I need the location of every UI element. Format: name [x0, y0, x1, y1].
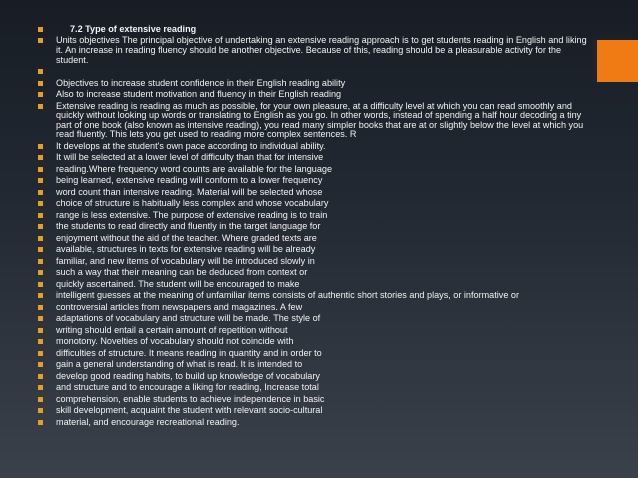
list-item — [38, 211, 590, 221]
list-item-text: It develops at the student's own pace according to individual ability. — [56, 140, 326, 151]
bullet-square-icon — [38, 293, 43, 298]
list-item-text: difficulties of structure. It means reading in quantity and in order to — [56, 347, 322, 358]
list-item — [38, 90, 590, 100]
list-item-empty — [38, 67, 590, 77]
bullet-square-icon — [38, 316, 43, 321]
list-item-text: word count than intensive reading. Material will be selected whose — [56, 186, 323, 197]
list-item — [38, 349, 590, 359]
bullet-square-icon — [38, 104, 43, 109]
list-item-text: It will be selected at a lower level of difficulty than that for intensive — [56, 152, 324, 163]
bullet-square-icon — [38, 190, 43, 195]
bullet-list — [38, 25, 590, 427]
list-item — [38, 314, 590, 324]
list-item-text: skill development, acquaint the student with relevant socio-cultural — [56, 405, 323, 416]
list-item-text: adaptations of vocabulary and structure will be made. The style of — [56, 313, 321, 324]
list-item-text: choice of structure is habitually less complex and whose vocabulary — [56, 198, 329, 209]
list-item — [38, 222, 590, 232]
bullet-square-icon — [38, 167, 43, 172]
list-item-text: such a way that their meaning can be deduced from context or — [56, 267, 308, 278]
bullet-square-icon — [38, 236, 43, 241]
list-item — [38, 257, 590, 267]
list-item — [38, 395, 590, 405]
bullet-square-icon — [38, 178, 43, 183]
list-item — [38, 291, 590, 301]
list-item — [38, 303, 590, 313]
list-item — [38, 36, 590, 65]
list-item — [38, 337, 590, 347]
list-item-text: enjoyment without the aid of the teacher. Where graded texts are — [56, 232, 317, 243]
bullet-square-icon — [38, 201, 43, 206]
list-item-text: being learned, extensive reading will conform to a lower frequency — [56, 175, 323, 186]
bullet-square-icon — [38, 351, 43, 356]
slide-title: 7.2 Type of extensive reading — [70, 24, 197, 34]
orange-accent-block — [593, 40, 638, 82]
list-item-text: available, structures in texts for extensive reading will be already — [56, 244, 316, 255]
bullet-square-icon — [38, 259, 43, 264]
list-item — [38, 176, 590, 186]
list-item — [38, 245, 590, 255]
list-item-text: develop good reading habits, to build up knowledge of vocabulary — [56, 370, 320, 381]
bullet-square-icon — [38, 420, 43, 425]
list-item — [38, 153, 590, 163]
list-item — [38, 142, 590, 152]
list-item — [38, 372, 590, 382]
list-item-text: intelligent guesses at the meaning of unfamiliar items consists of authentic short stories and plays, or informative or — [56, 290, 519, 301]
list-item — [38, 268, 590, 278]
list-item — [38, 79, 590, 89]
list-item-text: Extensive reading is reading as much as possible, for your own pleasure, at a difficulty level at which you can read smoothly and quickly without looking up words or translating to English as you go. In other words, instead of spending a half hour decoding a tiny part of one book (also known as intensive reading), you read many simpler books that are at or slightly below the level at which you read fluently. This lets you get used to reading more complex sentences. R — [56, 100, 584, 140]
list-item — [38, 165, 590, 175]
list-item — [38, 234, 590, 244]
bullet-square-icon — [38, 155, 43, 160]
list-item-text: writing should entail a certain amount of repetition without — [56, 324, 288, 335]
list-item — [38, 280, 590, 290]
list-item-text: controversial articles from newspapers and magazines. A few — [56, 301, 303, 312]
bullet-square-icon — [38, 144, 43, 149]
list-item — [38, 199, 590, 209]
slide-title-item — [38, 25, 590, 35]
list-item — [38, 102, 590, 140]
bullet-square-icon — [38, 408, 43, 413]
list-item-text: Also to increase student motivation and fluency in their English reading — [56, 89, 342, 100]
bullet-square-icon — [38, 38, 43, 43]
list-item-text: familiar, and new items of vocabulary will be introduced slowly in — [56, 255, 315, 266]
list-item-text: and structure and to encourage a liking for reading, Increase total — [56, 382, 319, 393]
bullet-square-icon — [38, 305, 43, 310]
list-item-text: monotony. Novelties of vocabulary should not coincide with — [56, 336, 294, 347]
list-item-text: range is less extensive. The purpose of extensive reading is to train — [56, 209, 328, 220]
list-item-text: quickly ascertained. The student will be encouraged to make — [56, 278, 300, 289]
bullet-square-icon — [38, 270, 43, 275]
bullet-square-icon — [38, 397, 43, 402]
bullet-square-icon — [38, 282, 43, 287]
list-item — [38, 383, 590, 393]
list-item-text: gain a general understanding of what is read. It is intended to — [56, 359, 303, 370]
bullet-square-icon — [38, 69, 43, 74]
slide-body — [38, 25, 590, 470]
list-item — [38, 188, 590, 198]
list-item — [38, 326, 590, 336]
bullet-square-icon — [38, 81, 43, 86]
bullet-square-icon — [38, 328, 43, 333]
bullet-square-icon — [38, 385, 43, 390]
list-item-text: Objectives to increase student confidence in their English reading ability — [56, 77, 346, 88]
bullet-square-icon — [38, 339, 43, 344]
bullet-square-icon — [38, 213, 43, 218]
list-item-text: the students to read directly and fluently in the target language for — [56, 221, 321, 232]
list-item-text: material, and encourage recreational reading. — [56, 416, 240, 427]
bullet-square-icon — [38, 224, 43, 229]
list-item-text: reading.Where frequency word counts are available for the language — [56, 163, 333, 174]
list-item — [38, 418, 590, 428]
list-item-text: comprehension, enable students to achieve independence in basic — [56, 393, 325, 404]
list-item — [38, 406, 590, 416]
list-item — [38, 360, 590, 370]
bullet-square-icon — [38, 362, 43, 367]
bullet-square-icon — [38, 247, 43, 252]
list-item-text: Units objectives The principal objective of undertaking an extensive reading approach is to get students reading in English and liking it. An increase in reading fluency should be another objective. Because of this, reading should be a pleasurable activity for the student. — [56, 35, 587, 65]
bullet-square-icon — [38, 92, 43, 97]
bullet-square-icon — [38, 374, 43, 379]
bullet-square-icon — [38, 27, 43, 32]
accent-divider — [593, 40, 597, 82]
